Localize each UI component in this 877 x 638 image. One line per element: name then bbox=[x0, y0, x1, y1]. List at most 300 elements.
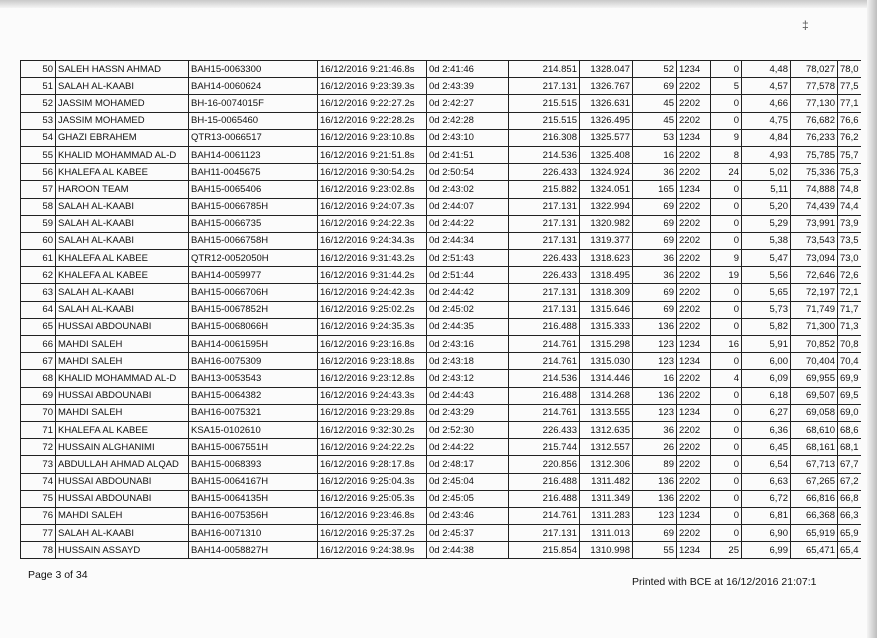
cell-points-b: 65,919 bbox=[791, 525, 838, 542]
cell-arrival-time: 16/12/2016 9:21:46.8s bbox=[318, 61, 427, 78]
cell-points-c: 72,6 bbox=[838, 267, 861, 284]
cell-flight-time: 0d 2:44:35 bbox=[427, 318, 509, 335]
cell-flight-time: 0d 2:43:18 bbox=[427, 353, 509, 370]
cell-points-a: 5,29 bbox=[742, 215, 791, 232]
cell-distance: 216.488 bbox=[509, 473, 580, 490]
cell-entry-no: 36 bbox=[633, 421, 677, 438]
cell-entry-no: 123 bbox=[633, 507, 677, 524]
cell-count: 9 bbox=[711, 129, 742, 146]
cell-club: 2202 bbox=[677, 473, 711, 490]
cell-rank: 57 bbox=[21, 181, 56, 198]
cell-club: 2202 bbox=[677, 456, 711, 473]
cell-distance: 217.131 bbox=[509, 232, 580, 249]
table-row bbox=[21, 387, 861, 404]
cell-club: 2202 bbox=[677, 78, 711, 95]
cell-points-c: 66,8 bbox=[838, 490, 861, 507]
cell-club: 1234 bbox=[677, 353, 711, 370]
cell-ring-id: BAH14-0058827H bbox=[189, 542, 318, 559]
cell-ring-id: BAH15-0066785H bbox=[189, 198, 318, 215]
cell-name: KHALID MOHAMMAD AL-D bbox=[56, 370, 189, 387]
cell-rank: 75 bbox=[21, 490, 56, 507]
cell-points-a: 4,75 bbox=[742, 112, 791, 129]
cell-rank: 73 bbox=[21, 456, 56, 473]
cell-entry-no: 53 bbox=[633, 129, 677, 146]
cell-speed: 1312.557 bbox=[580, 439, 633, 456]
cell-rank: 60 bbox=[21, 232, 56, 249]
cell-points-b: 70,852 bbox=[791, 336, 838, 353]
cell-entry-no: 36 bbox=[633, 250, 677, 267]
cell-ring-id: BAH11-0045675 bbox=[189, 164, 318, 181]
cell-count: 0 bbox=[711, 318, 742, 335]
cell-club: 2202 bbox=[677, 250, 711, 267]
cell-club: 2202 bbox=[677, 525, 711, 542]
cell-club: 2202 bbox=[677, 232, 711, 249]
cell-speed: 1324.924 bbox=[580, 164, 633, 181]
cell-count: 9 bbox=[711, 250, 742, 267]
cell-points-b: 71,749 bbox=[791, 301, 838, 318]
cell-points-a: 5,20 bbox=[742, 198, 791, 215]
cell-entry-no: 26 bbox=[633, 439, 677, 456]
cell-entry-no: 69 bbox=[633, 198, 677, 215]
cell-club: 2202 bbox=[677, 267, 711, 284]
cell-rank: 64 bbox=[21, 301, 56, 318]
cell-arrival-time: 16/12/2016 9:24:34.3s bbox=[318, 232, 427, 249]
cell-points-a: 6,99 bbox=[742, 542, 791, 559]
cell-speed: 1324.051 bbox=[580, 181, 633, 198]
cell-entry-no: 165 bbox=[633, 181, 677, 198]
cell-ring-id: BAH15-0064382 bbox=[189, 387, 318, 404]
cell-club: 1234 bbox=[677, 181, 711, 198]
cell-club: 2202 bbox=[677, 439, 711, 456]
cell-points-a: 6,45 bbox=[742, 439, 791, 456]
cell-distance: 226.433 bbox=[509, 250, 580, 267]
table-row bbox=[21, 301, 861, 318]
printed-with: Printed with BCE at 16/12/2016 21:07:1 bbox=[632, 576, 817, 588]
cell-arrival-time: 16/12/2016 9:24:22.3s bbox=[318, 215, 427, 232]
cell-flight-time: 0d 2:48:17 bbox=[427, 456, 509, 473]
cell-count: 16 bbox=[711, 336, 742, 353]
table-row bbox=[21, 232, 861, 249]
cell-flight-time: 0d 2:45:37 bbox=[427, 525, 509, 542]
table-row bbox=[21, 78, 861, 95]
cell-entry-no: 69 bbox=[633, 215, 677, 232]
cell-name: JASSIM MOHAMED bbox=[56, 95, 189, 112]
cell-rank: 67 bbox=[21, 353, 56, 370]
cell-points-a: 4,66 bbox=[742, 95, 791, 112]
cell-arrival-time: 16/12/2016 9:32:30.2s bbox=[318, 421, 427, 438]
cell-club: 2202 bbox=[677, 164, 711, 181]
cell-rank: 63 bbox=[21, 284, 56, 301]
cell-points-b: 74,439 bbox=[791, 198, 838, 215]
cell-points-c: 71,7 bbox=[838, 301, 861, 318]
cell-flight-time: 0d 2:44:38 bbox=[427, 542, 509, 559]
cell-distance: 216.308 bbox=[509, 129, 580, 146]
cell-ring-id: BAH16-0075321 bbox=[189, 404, 318, 421]
cell-points-c: 75,3 bbox=[838, 164, 861, 181]
cell-points-b: 66,816 bbox=[791, 490, 838, 507]
cell-count: 0 bbox=[711, 301, 742, 318]
cell-points-c: 73,0 bbox=[838, 250, 861, 267]
cell-ring-id: BAH14-0060624 bbox=[189, 78, 318, 95]
cell-arrival-time: 16/12/2016 9:23:16.8s bbox=[318, 336, 427, 353]
cell-arrival-time: 16/12/2016 9:22:27.2s bbox=[318, 95, 427, 112]
cell-speed: 1315.646 bbox=[580, 301, 633, 318]
cell-count: 0 bbox=[711, 421, 742, 438]
table-row bbox=[21, 456, 861, 473]
cell-ring-id: KSA15-0102610 bbox=[189, 421, 318, 438]
cell-speed: 1325.577 bbox=[580, 129, 633, 146]
scan-edge-top bbox=[0, 0, 877, 8]
cell-count: 0 bbox=[711, 61, 742, 78]
table-row bbox=[21, 318, 861, 335]
cell-club: 2202 bbox=[677, 215, 711, 232]
cell-club: 2202 bbox=[677, 284, 711, 301]
cell-points-c: 65,9 bbox=[838, 525, 861, 542]
cell-arrival-time: 16/12/2016 9:30:54.2s bbox=[318, 164, 427, 181]
cell-rank: 72 bbox=[21, 439, 56, 456]
cell-club: 1234 bbox=[677, 129, 711, 146]
cell-arrival-time: 16/12/2016 9:23:12.8s bbox=[318, 370, 427, 387]
cell-entry-no: 136 bbox=[633, 318, 677, 335]
cell-speed: 1311.013 bbox=[580, 525, 633, 542]
cell-ring-id: BAH15-0064135H bbox=[189, 490, 318, 507]
cell-club: 2202 bbox=[677, 490, 711, 507]
cell-count: 0 bbox=[711, 439, 742, 456]
cell-rank: 68 bbox=[21, 370, 56, 387]
cell-speed: 1315.030 bbox=[580, 353, 633, 370]
table-row bbox=[21, 370, 861, 387]
cell-arrival-time: 16/12/2016 9:24:35.3s bbox=[318, 318, 427, 335]
cell-speed: 1311.482 bbox=[580, 473, 633, 490]
cell-points-a: 6,63 bbox=[742, 473, 791, 490]
cell-rank: 55 bbox=[21, 146, 56, 163]
cell-points-a: 5,56 bbox=[742, 267, 791, 284]
cell-arrival-time: 16/12/2016 9:24:07.3s bbox=[318, 198, 427, 215]
cell-count: 19 bbox=[711, 267, 742, 284]
cell-entry-no: 136 bbox=[633, 473, 677, 490]
cell-arrival-time: 16/12/2016 9:23:18.8s bbox=[318, 353, 427, 370]
cell-points-c: 76,2 bbox=[838, 129, 861, 146]
cell-rank: 59 bbox=[21, 215, 56, 232]
cell-points-a: 5,02 bbox=[742, 164, 791, 181]
cell-club: 1234 bbox=[677, 336, 711, 353]
cell-name: SALAH AL-KAABI bbox=[56, 78, 189, 95]
cell-count: 8 bbox=[711, 146, 742, 163]
table-row bbox=[21, 146, 861, 163]
cell-arrival-time: 16/12/2016 9:23:02.8s bbox=[318, 181, 427, 198]
cell-points-a: 6,09 bbox=[742, 370, 791, 387]
cell-speed: 1328.047 bbox=[580, 61, 633, 78]
cell-ring-id: BAH14-0059977 bbox=[189, 267, 318, 284]
cell-flight-time: 0d 2:44:43 bbox=[427, 387, 509, 404]
cell-entry-no: 89 bbox=[633, 456, 677, 473]
cell-name: HUSSAI ABDOUNABI bbox=[56, 387, 189, 404]
cell-points-b: 73,991 bbox=[791, 215, 838, 232]
cell-points-b: 69,507 bbox=[791, 387, 838, 404]
cell-ring-id: BAH16-0075356H bbox=[189, 507, 318, 524]
table-row bbox=[21, 439, 861, 456]
cell-entry-no: 123 bbox=[633, 353, 677, 370]
cell-arrival-time: 16/12/2016 9:25:02.2s bbox=[318, 301, 427, 318]
cell-points-b: 71,300 bbox=[791, 318, 838, 335]
cell-distance: 215.744 bbox=[509, 439, 580, 456]
cell-points-c: 77,5 bbox=[838, 78, 861, 95]
cell-rank: 77 bbox=[21, 525, 56, 542]
cell-name: KHALEFA AL KABEE bbox=[56, 267, 189, 284]
cell-rank: 56 bbox=[21, 164, 56, 181]
table-row bbox=[21, 267, 861, 284]
cell-distance: 214.536 bbox=[509, 370, 580, 387]
cell-ring-id: BAH15-0063300 bbox=[189, 61, 318, 78]
table-row bbox=[21, 112, 861, 129]
cell-entry-no: 55 bbox=[633, 542, 677, 559]
cell-points-a: 5,91 bbox=[742, 336, 791, 353]
cell-points-a: 4,48 bbox=[742, 61, 791, 78]
cell-club: 2202 bbox=[677, 112, 711, 129]
cell-ring-id: QTR13-0066517 bbox=[189, 129, 318, 146]
cell-distance: 215.854 bbox=[509, 542, 580, 559]
cell-flight-time: 0d 2:44:22 bbox=[427, 215, 509, 232]
cell-entry-no: 123 bbox=[633, 404, 677, 421]
cell-speed: 1326.631 bbox=[580, 95, 633, 112]
cell-club: 2202 bbox=[677, 318, 711, 335]
cell-flight-time: 0d 2:42:28 bbox=[427, 112, 509, 129]
cell-points-a: 6,27 bbox=[742, 404, 791, 421]
cell-speed: 1311.349 bbox=[580, 490, 633, 507]
cell-speed: 1312.306 bbox=[580, 456, 633, 473]
table-row bbox=[21, 181, 861, 198]
cell-ring-id: QTR12-0052050H bbox=[189, 250, 318, 267]
cell-points-b: 76,682 bbox=[791, 112, 838, 129]
cell-distance: 215.515 bbox=[509, 95, 580, 112]
cell-club: 1234 bbox=[677, 61, 711, 78]
cell-points-b: 74,888 bbox=[791, 181, 838, 198]
cell-arrival-time: 16/12/2016 9:24:43.3s bbox=[318, 387, 427, 404]
cell-points-b: 70,404 bbox=[791, 353, 838, 370]
cell-points-b: 67,713 bbox=[791, 456, 838, 473]
cell-distance: 226.433 bbox=[509, 421, 580, 438]
cell-arrival-time: 16/12/2016 9:31:44.2s bbox=[318, 267, 427, 284]
cell-ring-id: BAH15-0064167H bbox=[189, 473, 318, 490]
cell-name: HUSSAI ABDOUNABI bbox=[56, 473, 189, 490]
cell-speed: 1315.333 bbox=[580, 318, 633, 335]
cell-speed: 1314.268 bbox=[580, 387, 633, 404]
cell-arrival-time: 16/12/2016 9:25:05.3s bbox=[318, 490, 427, 507]
cell-points-c: 73,5 bbox=[838, 232, 861, 249]
cell-club: 2202 bbox=[677, 198, 711, 215]
cell-count: 0 bbox=[711, 232, 742, 249]
cell-speed: 1310.998 bbox=[580, 542, 633, 559]
cell-points-c: 66,3 bbox=[838, 507, 861, 524]
cell-points-c: 74,4 bbox=[838, 198, 861, 215]
cell-arrival-time: 16/12/2016 9:23:39.3s bbox=[318, 78, 427, 95]
table-row bbox=[21, 61, 861, 78]
cell-name: SALAH AL-KAABI bbox=[56, 198, 189, 215]
cell-flight-time: 0d 2:41:46 bbox=[427, 61, 509, 78]
cell-club: 1234 bbox=[677, 404, 711, 421]
cell-distance: 214.761 bbox=[509, 336, 580, 353]
cell-name: MAHDI SALEH bbox=[56, 336, 189, 353]
cell-points-b: 69,955 bbox=[791, 370, 838, 387]
cell-speed: 1319.377 bbox=[580, 232, 633, 249]
cell-arrival-time: 16/12/2016 9:23:46.8s bbox=[318, 507, 427, 524]
cell-points-b: 77,130 bbox=[791, 95, 838, 112]
cell-points-a: 6,72 bbox=[742, 490, 791, 507]
cell-arrival-time: 16/12/2016 9:25:37.2s bbox=[318, 525, 427, 542]
cell-ring-id: BAH16-0075309 bbox=[189, 353, 318, 370]
cell-entry-no: 136 bbox=[633, 387, 677, 404]
cell-rank: 66 bbox=[21, 336, 56, 353]
corner-mark: ‡ bbox=[802, 18, 809, 32]
cell-points-c: 73,9 bbox=[838, 215, 861, 232]
cell-rank: 54 bbox=[21, 129, 56, 146]
cell-flight-time: 0d 2:45:02 bbox=[427, 301, 509, 318]
table-row bbox=[21, 284, 861, 301]
cell-points-c: 75,7 bbox=[838, 146, 861, 163]
cell-ring-id: BH-15-0065460 bbox=[189, 112, 318, 129]
scan-edge-right bbox=[867, 0, 877, 638]
cell-rank: 50 bbox=[21, 61, 56, 78]
cell-count: 24 bbox=[711, 164, 742, 181]
cell-ring-id: BAH15-0067852H bbox=[189, 301, 318, 318]
cell-rank: 76 bbox=[21, 507, 56, 524]
cell-name: SALAH AL-KAABI bbox=[56, 301, 189, 318]
cell-rank: 62 bbox=[21, 267, 56, 284]
cell-points-c: 68,1 bbox=[838, 439, 861, 456]
cell-name: KHALEFA AL KABEE bbox=[56, 164, 189, 181]
cell-points-b: 69,058 bbox=[791, 404, 838, 421]
cell-flight-time: 0d 2:43:29 bbox=[427, 404, 509, 421]
cell-ring-id: BAH15-0067551H bbox=[189, 439, 318, 456]
cell-name: SALAH AL-KAABI bbox=[56, 525, 189, 542]
cell-speed: 1312.635 bbox=[580, 421, 633, 438]
cell-club: 2202 bbox=[677, 370, 711, 387]
cell-rank: 52 bbox=[21, 95, 56, 112]
table-row bbox=[21, 129, 861, 146]
table-row bbox=[21, 215, 861, 232]
cell-arrival-time: 16/12/2016 9:24:42.3s bbox=[318, 284, 427, 301]
cell-name: MAHDI SALEH bbox=[56, 404, 189, 421]
cell-count: 0 bbox=[711, 507, 742, 524]
cell-flight-time: 0d 2:43:02 bbox=[427, 181, 509, 198]
cell-entry-no: 69 bbox=[633, 525, 677, 542]
cell-count: 0 bbox=[711, 353, 742, 370]
cell-points-c: 70,4 bbox=[838, 353, 861, 370]
cell-arrival-time: 16/12/2016 9:21:51.8s bbox=[318, 146, 427, 163]
cell-points-a: 5,82 bbox=[742, 318, 791, 335]
cell-points-b: 67,265 bbox=[791, 473, 838, 490]
cell-rank: 58 bbox=[21, 198, 56, 215]
cell-count: 0 bbox=[711, 387, 742, 404]
cell-rank: 51 bbox=[21, 78, 56, 95]
cell-points-a: 4,84 bbox=[742, 129, 791, 146]
cell-entry-no: 52 bbox=[633, 61, 677, 78]
cell-speed: 1318.309 bbox=[580, 284, 633, 301]
cell-distance: 214.851 bbox=[509, 61, 580, 78]
cell-rank: 70 bbox=[21, 404, 56, 421]
cell-entry-no: 36 bbox=[633, 267, 677, 284]
cell-rank: 71 bbox=[21, 421, 56, 438]
cell-name: ABDULLAH AHMAD ALQAD bbox=[56, 456, 189, 473]
cell-rank: 65 bbox=[21, 318, 56, 335]
cell-points-a: 6,54 bbox=[742, 456, 791, 473]
cell-speed: 1315.298 bbox=[580, 336, 633, 353]
cell-speed: 1322.994 bbox=[580, 198, 633, 215]
cell-distance: 217.131 bbox=[509, 215, 580, 232]
table-row bbox=[21, 507, 861, 524]
cell-name: HUSSAI ABDOUNABI bbox=[56, 318, 189, 335]
cell-points-b: 66,368 bbox=[791, 507, 838, 524]
cell-distance: 217.131 bbox=[509, 525, 580, 542]
cell-points-c: 65,4 bbox=[838, 542, 861, 559]
cell-rank: 53 bbox=[21, 112, 56, 129]
cell-speed: 1318.623 bbox=[580, 250, 633, 267]
cell-rank: 74 bbox=[21, 473, 56, 490]
cell-name: KHALID MOHAMMAD AL-D bbox=[56, 146, 189, 163]
cell-flight-time: 0d 2:41:51 bbox=[427, 146, 509, 163]
cell-arrival-time: 16/12/2016 9:23:10.8s bbox=[318, 129, 427, 146]
table-row bbox=[21, 336, 861, 353]
table-row bbox=[21, 198, 861, 215]
table-row bbox=[21, 525, 861, 542]
cell-count: 0 bbox=[711, 404, 742, 421]
cell-name: KHALEFA AL KABEE bbox=[56, 250, 189, 267]
cell-speed: 1311.283 bbox=[580, 507, 633, 524]
cell-distance: 214.761 bbox=[509, 507, 580, 524]
cell-points-a: 5,38 bbox=[742, 232, 791, 249]
cell-club: 1234 bbox=[677, 507, 711, 524]
cell-count: 0 bbox=[711, 95, 742, 112]
cell-distance: 217.131 bbox=[509, 301, 580, 318]
cell-distance: 220.856 bbox=[509, 456, 580, 473]
cell-points-c: 67,2 bbox=[838, 473, 861, 490]
cell-points-a: 5,47 bbox=[742, 250, 791, 267]
cell-points-b: 75,785 bbox=[791, 146, 838, 163]
cell-entry-no: 123 bbox=[633, 336, 677, 353]
cell-distance: 214.761 bbox=[509, 353, 580, 370]
cell-distance: 226.433 bbox=[509, 267, 580, 284]
cell-ring-id: BAH15-0066706H bbox=[189, 284, 318, 301]
cell-distance: 215.515 bbox=[509, 112, 580, 129]
cell-points-c: 67,7 bbox=[838, 456, 861, 473]
cell-flight-time: 0d 2:45:05 bbox=[427, 490, 509, 507]
cell-points-b: 76,233 bbox=[791, 129, 838, 146]
cell-name: SALAH AL-KAABI bbox=[56, 215, 189, 232]
cell-ring-id: BAH15-0066758H bbox=[189, 232, 318, 249]
cell-distance: 214.761 bbox=[509, 404, 580, 421]
cell-points-c: 78,0 bbox=[838, 61, 861, 78]
cell-name: SALAH AL-KAABI bbox=[56, 284, 189, 301]
cell-distance: 226.433 bbox=[509, 164, 580, 181]
cell-points-b: 73,543 bbox=[791, 232, 838, 249]
cell-points-c: 76,6 bbox=[838, 112, 861, 129]
cell-name: SALAH AL-KAABI bbox=[56, 232, 189, 249]
cell-ring-id: BH-16-0074015F bbox=[189, 95, 318, 112]
cell-flight-time: 0d 2:44:22 bbox=[427, 439, 509, 456]
cell-speed: 1320.982 bbox=[580, 215, 633, 232]
cell-flight-time: 0d 2:42:27 bbox=[427, 95, 509, 112]
cell-distance: 216.488 bbox=[509, 490, 580, 507]
cell-club: 2202 bbox=[677, 95, 711, 112]
cell-count: 5 bbox=[711, 78, 742, 95]
cell-speed: 1313.555 bbox=[580, 404, 633, 421]
table-row bbox=[21, 421, 861, 438]
cell-points-b: 72,197 bbox=[791, 284, 838, 301]
cell-name: SALEH HASSN AHMAD bbox=[56, 61, 189, 78]
cell-count: 0 bbox=[711, 284, 742, 301]
cell-entry-no: 45 bbox=[633, 112, 677, 129]
cell-points-a: 6,36 bbox=[742, 421, 791, 438]
